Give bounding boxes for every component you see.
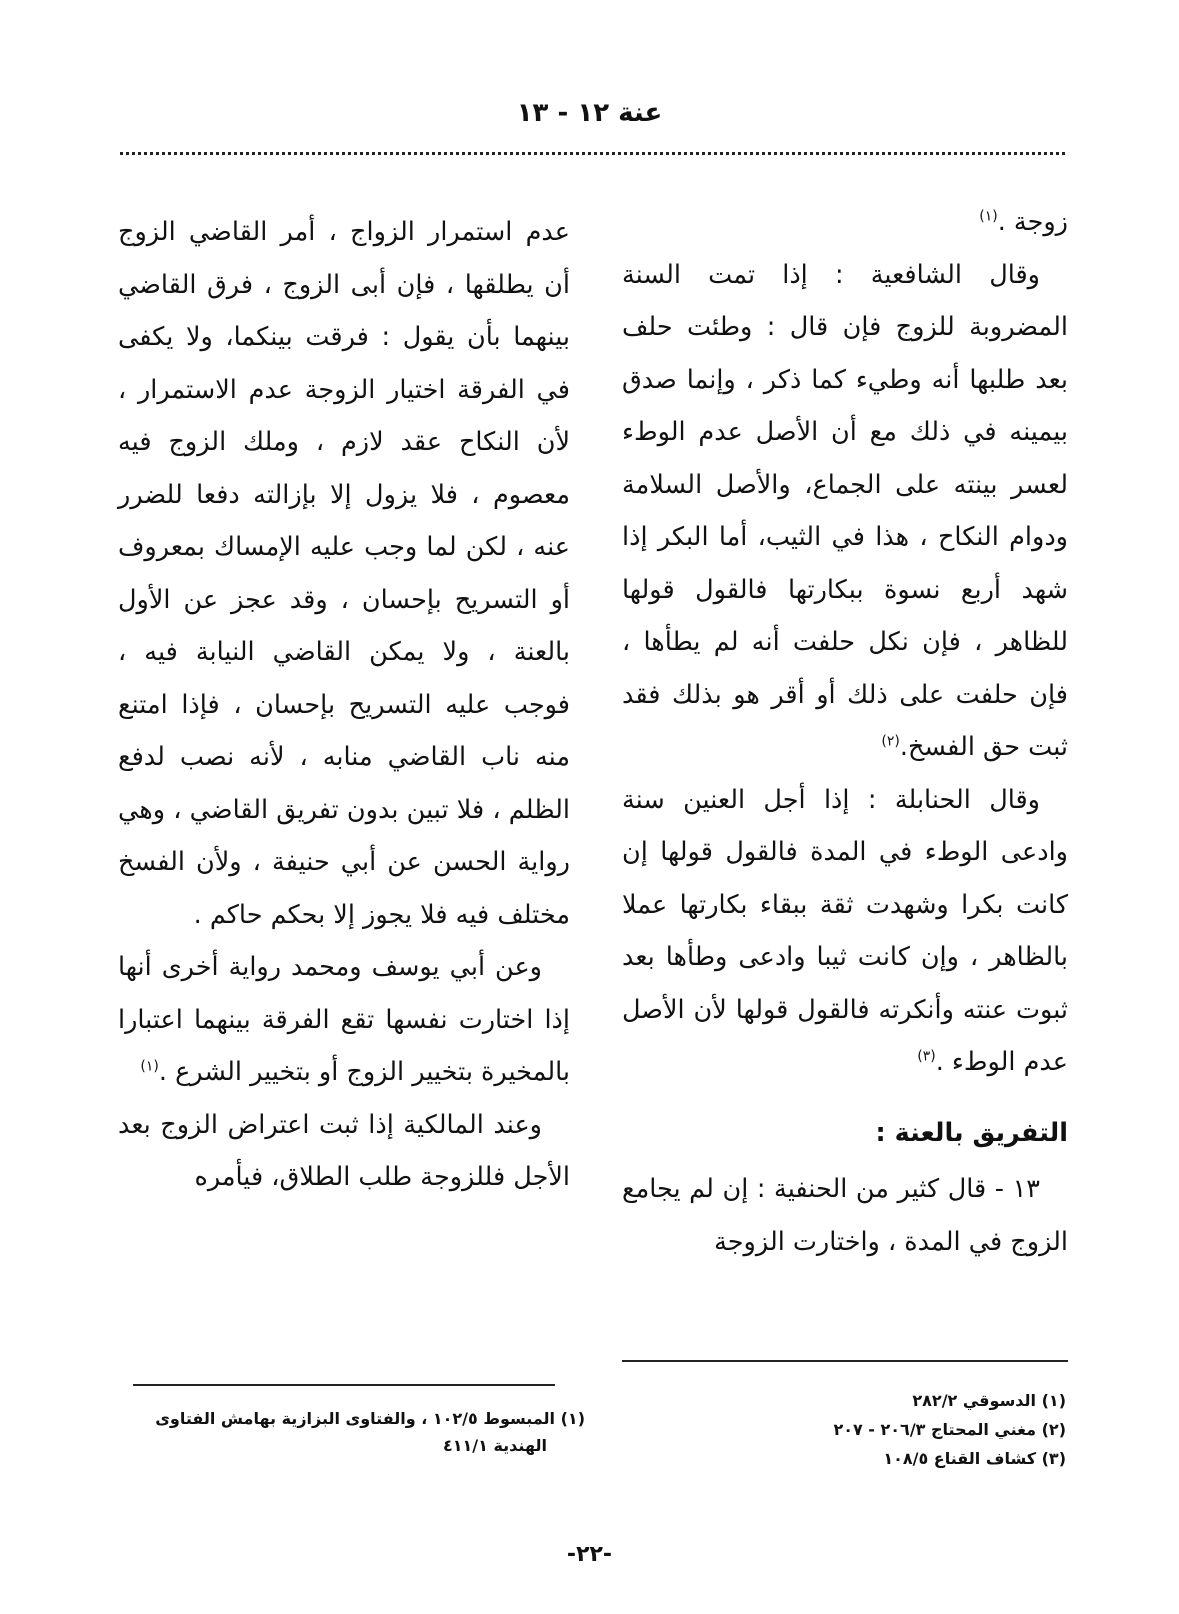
left-text-column [118, 206, 570, 1204]
paragraph [622, 249, 1068, 774]
right-text-column [622, 196, 1068, 1268]
footnote-ref: (٣) [917, 1048, 936, 1065]
paragraph-text: وقال الحنابلة : إذا أجل العنين سنة وادعى الوطء في المدة فالقول قولها إن كانت بكرا وشهدت ثقة ببقاء بكارتها عملا بالظاهر ، وإن كانت ثيبا وادعى وطأها بعد ثبوت عنته وأنكرته فالقول قولها لأن الأصل عدم الوطء . [622, 784, 1068, 1077]
paragraph [622, 196, 1068, 249]
paragraph: وعند المالكية إذا ثبت اعتراض الزوج بعد الأجل فللزوجة طلب الطلاق، فيأمره [118, 1109, 570, 1192]
section-heading: التفريق بالعنة : [875, 1117, 1068, 1148]
footnote-ref: (١) [140, 1058, 159, 1075]
footnote: (٣) كشاف القناع ١٠٨/٥ [883, 1449, 1066, 1468]
paragraph-text: زوجة . [997, 207, 1068, 237]
footnote-divider [133, 1384, 555, 1386]
paragraph [622, 774, 1068, 1089]
footnote: (٢) مغني المحتاج ٢٠٦/٣ - ٢٠٧ [833, 1420, 1066, 1439]
footnote-divider [622, 1360, 1068, 1362]
footnote-continuation: الهندية ٤١١/١ [442, 1436, 547, 1455]
footnote: (١) الدسوقي ٢٨٢/٢ [912, 1391, 1066, 1410]
paragraph [118, 941, 570, 1099]
paragraph: ١٣ - قال كثير من الحنفية : إن لم يجامع الزوج في المدة ، واختارت الزوجة [622, 1174, 1068, 1257]
page-header-title: عنة ١٢ - ١٣ [516, 98, 663, 128]
paragraph: عدم استمرار الزواج ، أمر القاضي الزوج أن يطلقها ، فإن أبى الزوج ، فرق القاضي بينهما بأن يقول : فرقت بينكما، ولا يكفى في الفرقة اختيار الزوجة عدم الاستمرار ، لأن النكاح عقد لازم ، وملك الزوج فيه معصوم ، فلا يزول إلا بإزالته دفعا للضرر عنه ، لكن لما وجب عليه الإمساك بمعروف أو التسريح بإحسان ، وقد عجز عن الأول بالعنة ، ولا يمكن القاضي النيابة فيه ، فوجب عليه التسريح بإحسان ، فإذا امتنع منه ناب القاضي منابه ، لأنه نصب لدفع الظلم ، فلا تبين بدون تفريق القاضي ، وهي رواية الحسن عن أبي حنيفة ، ولأن الفسخ مختلف فيه فلا يجوز إلا بحكم حاكم . [118, 217, 570, 930]
header-dotted-divider [120, 152, 1065, 155]
footnote-ref: (٢) [881, 733, 900, 750]
paragraph-text: وقال الشافعية : إذا تمت السنة المضروبة للزوج فإن قال : وطئت حلف بعد طلبها أنه وطيء كما ذكر ، وإنما صدق بيمينه في ذلك مع أن الأصل عدم الوطء لعسر بينته على الجماع، والأصل السلامة ودوام النكاح ، هذا في الثيب، أما البكر إذا شهد أربع نسوة ببكارتها فالقول قولها للظاهر ، فإن نكل حلفت أنه لم يطأها ، فإن حلفت على ذلك أو أقر هو بذلك فقد ثبت حق الفسخ. [622, 259, 1068, 762]
page-number: -٢٢- [566, 1542, 613, 1567]
footnotes-left [133, 1405, 585, 1459]
paragraph-text: وعن أبي يوسف ومحمد رواية أخرى أنها إذا اختارت نفسها تقع الفرقة بينهما اعتبارا بالمخيرة بتخيير الزوج أو بتخيير الشرع . [118, 952, 570, 1087]
footnote: (١) المبسوط ١٠٢/٥ ، والفتاوى البزازية بهامش الفتاوى [155, 1409, 585, 1428]
footnote-ref: (١) [979, 208, 998, 225]
footnotes-right [690, 1386, 1066, 1473]
